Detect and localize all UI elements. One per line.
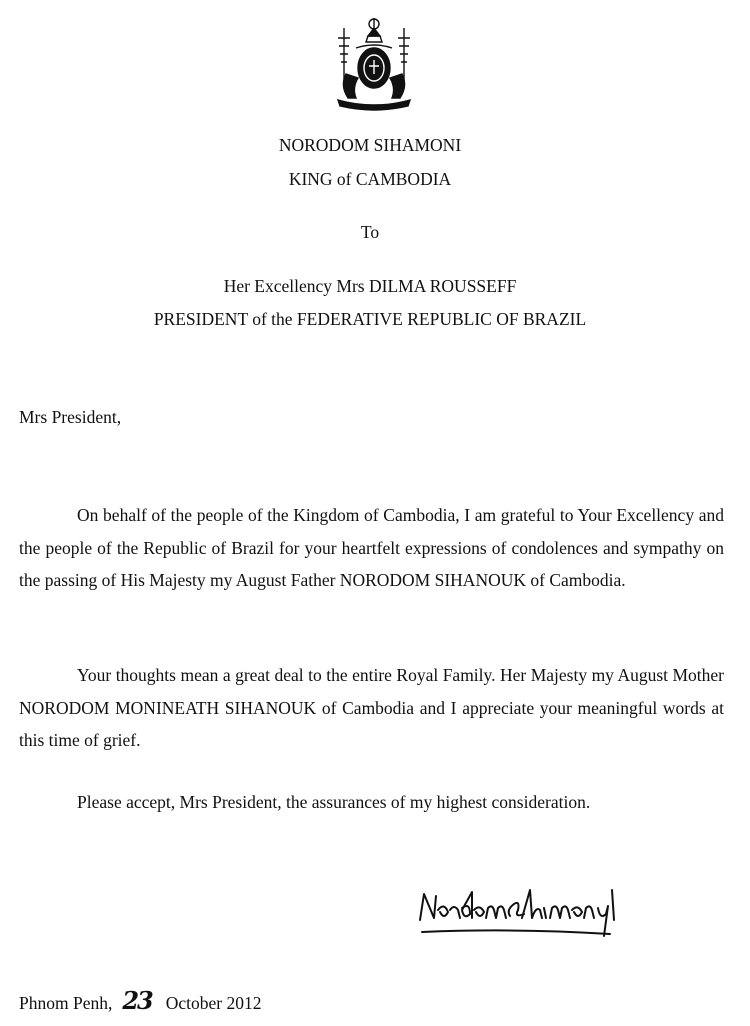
handwritten-day: 23 [122, 986, 152, 1015]
salutation: Mrs President, [19, 407, 122, 427]
sender-title: KING of CAMBODIA [288, 169, 452, 189]
paragraph-condolences: On behalf of the people of the Kingdom of Cambodia, I am grateful to Your Excellency and the people of the Republic of Brazil for your heartfelt expressions of condolences and sympathy on the passing of His Majesty my August Father NORODOM SIHANOUK of Cambodia. [19, 505, 724, 590]
closing-line: Please accept, Mrs President, the assurances of my highest consideration. [77, 792, 591, 812]
to-label: To [360, 222, 380, 242]
place-label: Phnom Penh, [19, 993, 113, 1013]
handwritten-signature [414, 880, 626, 942]
sender-name: NORODOM SIHAMONI [278, 135, 462, 155]
place-and-date [19, 986, 262, 1015]
recipient-name: Her Excellency Mrs DILMA ROUSSEFF [223, 276, 517, 296]
paragraph-gratitude: Your thoughts mean a great deal to the entire Royal Family. Her Majesty my August Mother NORODOM MONINEATH SIHANOUK of Cambodia and I appreciate your meaningful words at this time of grief. [19, 665, 724, 750]
recipient-title: PRESIDENT of the FEDERATIVE REPUBLIC OF BRAZIL [153, 309, 587, 329]
royal-emblem-icon [328, 14, 420, 114]
month-year: October 2012 [165, 993, 262, 1013]
